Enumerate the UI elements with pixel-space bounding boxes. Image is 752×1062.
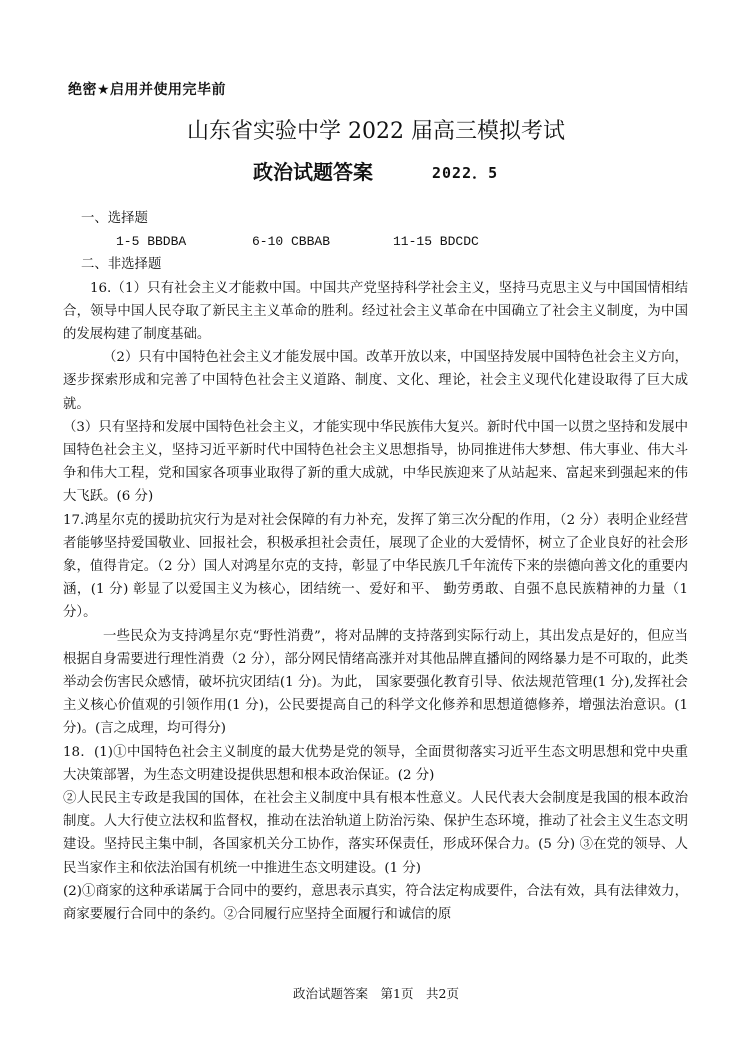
answer-paragraph: 一些民众为支持鸿星尔克“野性消费”，将对品牌的支持落到实际行动上，其出发点是好的，但应当根据自身需要进行理性消费（2 分），部分网民情绪高涨并对其他品牌直播间的网络暴力是不可取的，此类举动会伤害民众感情，破坏抗灾团结(1 分)。为此， 国家要强化教育引导、依法规范管理(1 分),发挥社会主义核心价值观的引领作用(1 分)，公民要提高自己的科学文化修养和思想道德修养，增强法治意识。(1 分)。(言之成理，均可得分) — [63, 628, 688, 737]
answer-paragraph: （2）只有中国特色社会主义才能发展中国。改革开放以来，中国坚持发展中国特色社会主义方向，逐步探索形成和完善了中国特色社会主义道路、制度、文化、理论，社会主义现代化建设取得了巨大成就。 — [63, 350, 688, 412]
answer-group-1: 1-5 BBDBA — [116, 234, 187, 250]
exam-date: 2022．5 — [432, 164, 499, 182]
section-heading-essay: 二、非选择题 — [81, 257, 162, 273]
answer-group-3: 11-15 BDCDC — [393, 234, 479, 250]
answer-group-2: 6-10 CBBAB — [252, 234, 331, 250]
page-title: 山东省实验中学 2022 届高三模拟考试 — [187, 119, 565, 144]
answer-paragraph: (2)①商家的这种承诺属于合同中的要约，意思表示真实，符合法定构成要件，合法有效，具有法律效力，商家要履行合同中的条约。②合同履行应坚持全面履行和诚信的原 — [63, 883, 688, 923]
page-footer: 政治试题答案 第1页 共2页 — [293, 986, 459, 1001]
answer-paragraph: 17.鸿星尔克的援助抗灾行为是对社会保障的有力补充，发挥了第三次分配的作用，（2 分）表明企业经营者能够坚持爱国敬业、回报社会，积极承担社会责任，展现了企业的大爱情怀，树立了企业良好的社会形象，值得肯定。（2 分）国人对鸿星尔克的支持，彰显了中华民族几千年流传下来的崇德向善文化的重要内涵，(1 分) 彰显了以爱国主义为核心，团结统一、爱好和平、 勤劳勇敢、自强不息民族精神的力量（1 分）。 — [63, 512, 688, 621]
confidential-label: 绝密★启用并使用完毕前 — [68, 82, 227, 98]
answer-paragraph: ②人民民主专政是我国的国体，在社会主义制度中具有根本性意义。人民代表大会制度是我国的根本政治制度。人大行使立法权和监督权，推动在法治轨道上防治污染、保护生态环境，推动了社会主义生态文明建设。坚持民主集中制，各国家机关分工协作，落实环保责任，形成环保合力。(5 分) ③在党的领导、人民当家作主和依法治国有机统一中推进生态文明建设。(1 分) — [63, 791, 688, 876]
section-heading-choice: 一、选择题 — [81, 211, 148, 226]
answer-paragraph: 18．(1)①中国特色社会主义制度的最大优势是党的领导，全面贯彻落实习近平生态文明思想和党中央重大决策部署，为生态文明建设提供思想和根本政治保证。(2 分) — [63, 744, 688, 783]
answer-paragraph: （3）只有坚持和发展中国特色社会主义，才能实现中华民族伟大复兴。新时代中国一以贯之坚持和发展中国特色社会主义，坚持习近平新时代中国特色社会主义思想指导，协同推进伟大梦想、伟大事业、伟大斗争和伟大工程，党和国家各项事业取得了新的重大成就，中华民族迎来了从站起来、富起来到强起来的伟大飞跃。(6 分) — [63, 419, 688, 505]
choice-answers — [63, 230, 688, 253]
answer-body — [63, 207, 688, 926]
answer-paragraph: 16.（1）只有社会主义才能救中国。中国共产党坚持科学社会主义，坚持马克思主义与中国国情相结合，领导中国人民夺取了新民主主义革命的胜利。经过社会主义革命在中国确立了社会主义制度，为中国的发展构建了制度基础。 — [63, 280, 688, 343]
page-subtitle: 政治试题答案 — [253, 160, 373, 184]
